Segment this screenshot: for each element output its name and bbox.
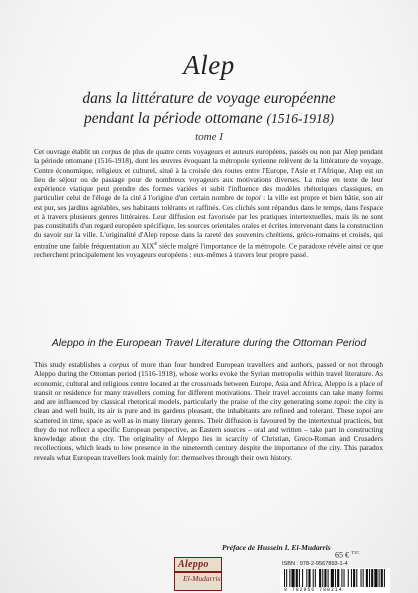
publisher-logo-line1: Aleppo xyxy=(178,559,209,570)
price-label xyxy=(335,550,360,560)
french-summary-text: Cet ouvrage établit un xyxy=(34,147,102,156)
barcode-bar xyxy=(296,569,298,587)
publisher-logo xyxy=(174,557,222,591)
barcode-bar xyxy=(302,569,303,587)
english-title: Aleppo in the European Travel Literature during the Ottoman Period xyxy=(51,337,367,349)
isbn-barcode xyxy=(280,568,390,593)
preface-credit: Préface de Hussein I. El-Mudarris xyxy=(222,543,331,552)
french-summary-century-sup: e xyxy=(154,240,158,247)
isbn-label: ISBN : 978-2-9567893-1-4 xyxy=(282,561,348,567)
barcode-bar xyxy=(351,569,352,587)
barcode-bar xyxy=(363,569,364,587)
barcode-bar xyxy=(348,569,349,587)
book-title: Alep xyxy=(183,50,235,80)
barcode-bar xyxy=(291,569,294,587)
book-subtitle-line2 xyxy=(0,110,418,128)
barcode-bar xyxy=(353,569,355,587)
barcode-digits: 9 782956 789314 xyxy=(284,587,343,593)
barcode-bar xyxy=(313,569,314,587)
barcode-bar xyxy=(306,569,307,587)
logo-stripe xyxy=(175,571,222,573)
barcode-bar xyxy=(328,569,329,587)
french-summary-text: siècle malgré l'importance de la métropole. Ce paradoxe révèle ainsi ce que recherchent principalement les voyageurs européens : eux-mêmes à travers leur propre passé. xyxy=(34,240,383,260)
barcode-bar xyxy=(381,569,383,587)
french-summary-text: : la ville est propre et bien bâtie, son air est pur, ses jardins agréables, ses habitants tolérants et raffinés. Ces clichés sont répandus dans le temps, dans l'espace et à travers plusieurs genres littéraires. Leur diffusion est favorisée par les pratiques intertextuelles, mais ils ne sont pas constitutifs d'un regard européen spécifique, les sources orientales orales et écrites intervenant dans la construction du savoir sur la ville. L'originalité d'Alep repose dans la rareté des souvenirs chrétiens, gréco-romains et croisés, qui entraîne une faible fréquentation au xyxy=(34,193,384,250)
publisher-logo-line2: El-Mudarris xyxy=(183,574,221,583)
barcode-bar xyxy=(344,569,345,587)
barcode-bar xyxy=(361,569,362,587)
barcode-bar xyxy=(369,569,370,587)
english-summary xyxy=(34,360,383,462)
english-summary-text: : the city is clean and well built, its air is pure and its gardens pleasant, the inhabitants are refined and tolerant. These xyxy=(34,397,384,416)
english-summary-emphasis: topoi xyxy=(356,406,372,416)
barcode-bar xyxy=(374,569,377,587)
barcode-bar xyxy=(299,569,300,587)
barcode-bar xyxy=(284,569,285,587)
english-summary-text: This study establishes a xyxy=(34,360,110,369)
barcode-bar xyxy=(286,569,287,587)
barcode-bar xyxy=(371,569,373,587)
english-summary-emphasis: topoi xyxy=(334,397,350,406)
volume-label: tome I xyxy=(195,131,223,143)
barcode-bar xyxy=(356,569,357,587)
subtitle-years: (1516-1918) xyxy=(266,111,335,126)
price-amount: 65 € xyxy=(335,550,349,560)
french-summary xyxy=(34,147,383,259)
english-summary-emphasis: corpus xyxy=(109,360,130,369)
english-summary-text: are scattered in time, space as well as in many literary genres. Their diffusion is favoured by the intertextual practices, but they do not reflect a specific European perspective, as Eastern sources – oral and written – take part in constructing knowledge about the city. The originality of Aleppo lies in scarcity of Christian, Greco-Roman and Crusaders recollections, which leads to low presence in the nineteenth century despite the importance of the city. This paradox reveals what European travellers look mainly for: themselves through their own history. xyxy=(34,406,383,462)
barcode-bar xyxy=(322,569,323,587)
barcode-bars xyxy=(284,569,386,587)
french-summary-emphasis: topoi xyxy=(245,193,261,203)
barcode-bar xyxy=(341,569,342,587)
french-summary-text: de plus de quatre cents voyageurs et auteurs européens, passés ou non par Alep pendant la période ottomane (1516-1918), dont les œuvres évoquant la métropole syrienne relèvent de la littérature de voyage. Centre économique, religieux et culturel, situé à la croisée des routes entre l'Europe, l'Asie et l'Afrique, Alep est un lieu de séjour ou de passage pour de nombreux voyageurs aux motivations diverses. La mise en texte de leur expérience viatique peut prendre des formes variées et subit l'influence des modèles rhétoriques classiques, en particulier celui de l'éloge de la cité à l'origine d'un certain nombre de xyxy=(34,147,383,203)
barcode-bar xyxy=(315,569,316,587)
french-summary-century: XIX xyxy=(141,240,155,250)
price-suffix: TTC xyxy=(351,550,360,555)
barcode-bar xyxy=(379,569,380,587)
barcode-bar xyxy=(324,569,326,587)
barcode-bar xyxy=(335,569,336,587)
english-summary-text: of more than four hundred European travellers and authors, passed or not through Aleppo during the Ottoman period (1516-1918), whose works evoke the Syrian metropolis within travel literature. As economic, cultural and religious centre located at the crossroads between Europe, Asia and Africa, Aleppo is a place of transit or residence for many travellers coming for different motivations. Their travel accounts can take many forms and are influenced by classical rhetorical models, particularly the praise of the city generating some xyxy=(34,360,384,406)
barcode-bar xyxy=(337,569,339,587)
subtitle-period: pendant la période ottomane xyxy=(83,110,263,127)
barcode-bar xyxy=(308,569,310,587)
barcode-bar xyxy=(319,569,321,587)
barcode-bar xyxy=(289,569,290,587)
book-subtitle-line1: dans la littérature de voyage européenne xyxy=(82,90,336,107)
barcode-bar xyxy=(331,569,334,587)
barcode-bar xyxy=(366,569,368,587)
french-summary-emphasis: corpus xyxy=(101,147,122,156)
barcode-bar xyxy=(384,569,385,587)
